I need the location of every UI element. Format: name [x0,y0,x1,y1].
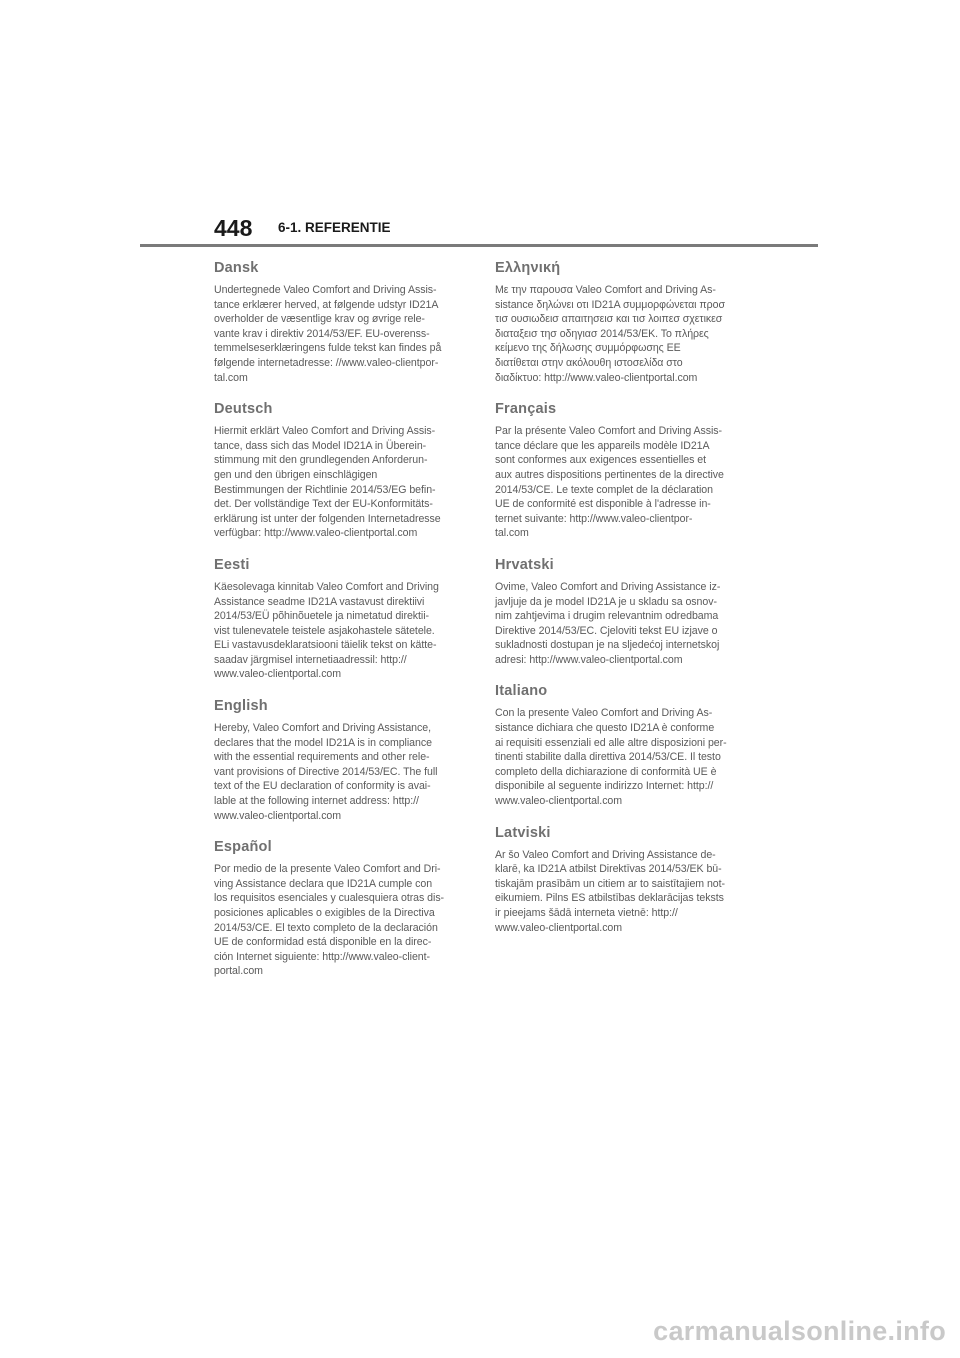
section-heading: Deutsch [214,401,273,418]
section-text: Con la presente Valeo Comfort and Driving As- sistance dichiara che questo ID21A è conforme ai requisiti essenziali ed alle altre disposizioni per- tinenti stabilite dalla direttiva 2014/53/CE. Il testo completo della dichiarazione di conformità UE è disponibile al seguente indirizzo Internet: http:// www.valeo-clientportal.com [495,707,727,808]
section-deutsch [214,399,464,541]
left-column [214,258,464,993]
section-dansk [214,258,464,385]
section-espanol [214,837,464,979]
section-heading: Eesti [214,556,250,573]
section-text: Undertegnede Valeo Comfort and Driving Assis- tance erklærer herved, at følgende udstyr ID21A overholder de væsentlige krav og øvrige rele- vante krav i direktiv 2014/53/EF. EU-overenss- temmelseserklæringens fulde tekst kan findes på følgende internetadresse: //www.valeo-clientpor- tal.com [214,284,442,384]
section-heading: Español [214,839,272,856]
section-text: Por medio de la presente Valeo Comfort and Dri- ving Assistance declara que ID21A cumple con los requisitos esenciales y cualesquiera otras dis- posiciones aplicables o exigibles de la Directiva 2014/53/CE. El texto completo de la declaración UE de conformidad está disponible en la direc- ción Internet siguiente: http://www.valeo-client- portal.com [214,863,445,978]
section-heading: Hrvatski [495,556,554,573]
section-hrvatski [495,555,745,668]
section-heading: English [214,698,268,715]
section-text: Par la présente Valeo Comfort and Driving Assis- tance déclare que les appareils modèle ID21A sont conformes aux exigences essentielles et aux autres dispositions pertinentes de la directive 2014/53/CE. Le texte complet de la déclaration UE de conformité est disponible à l'adresse in- ternet suivante: http://www.valeo-clientpor- tal.com [495,425,724,540]
section-heading: Français [495,401,557,418]
watermark: carmanualsonline.info [653,1316,946,1346]
section-text: Hiermit erklärt Valeo Comfort and Driving Assis- tance, dass sich das Model ID21A in Überein- stimmung mit den grundlegenden Anforderun- gen und den übrigen einschlägigen Bestimmungen der Richtlinie 2014/53/EG befin- det. Der vollständige Text der EU-Konformitäts- erklärung ist unter der folgenden Internetadresse verfügbar: http://www.valeo-clientportal.com [214,425,441,540]
section-eesti [214,555,464,682]
section-text: Ovime, Valeo Comfort and Driving Assistance iz- javljuje da je model ID21A je u skladu sa osnov- nim zahtjevima i drugim relevantnim odredbama Direktive 2014/53/EC. Cjeloviti tekst EU izjave o sukladnosti dostupan je na sljedećoj internetskoj adresi: http://www.valeo-clientportal.com [495,580,721,666]
section-francais [495,399,745,541]
chapter-title: 6-1. REFERENTIE [278,220,391,235]
section-text: Με την παρουσα Valeo Comfort and Driving As- sistance δηλώνει οτι ID21A συμμορφώνεται προσ τισ ουσιωδεισ απαιτησεισ και τισ λοιπεσ σχετικεσ διαταξεισ τησ οδηγιασ 2014/53/ΕΚ. Το πλήρες κείμενο της δήλωσης συμμόρφωσης ΕΕ διατίθεται στην ακόλουθη ιστοσελίδα στο διαδίκτυο: http://www.valeo-clientportal.com [495,284,725,384]
page-number: 448 [214,215,253,241]
section-italiano [495,681,745,808]
page-header [0,0,960,248]
section-text: Hereby, Valeo Comfort and Driving Assistance, declares that the model ID21A is in compliance with the essential requirements and other rele- vant provisions of Directive 2014/53/EC. The full text of the EU declaration of conformity is avai- lable at the following internet address: http:// www.valeo-clientportal.com [214,722,438,822]
section-heading: Latviski [495,824,551,841]
right-column [495,258,745,949]
section-heading: Ελληνική [495,260,561,276]
section-ellinika [495,258,745,385]
section-text: Käesolevaga kinnitab Valeo Comfort and Driving Assistance seadme ID21A vastavust direktiivi 2014/53/EÜ põhinõuetele ja nimetatud direktii- vist tulenevatele teistele asjakohastele sätetele. ELi vastavusdeklaratsiooni täielik tekst on kätte- saadav järgmisel internetiaadressil: http:// www.valeo-clientportal.com [214,580,439,681]
section-text: Ar šo Valeo Comfort and Driving Assistance de- klarē, ka ID21A atbilst Direktīvas 2014/53/EK bū- tiskajām prasībām un citiem ar to saistītajiem not- eikumiem. Pilns ES atbilstības deklarācijas teksts ir pieejams šādā interneta vietnē: http:// www.valeo-clientportal.com [495,848,726,934]
section-heading: Italiano [495,683,548,700]
section-latviski [495,823,745,936]
header-divider [140,244,818,247]
section-heading: Dansk [214,260,259,276]
section-english [214,696,464,823]
